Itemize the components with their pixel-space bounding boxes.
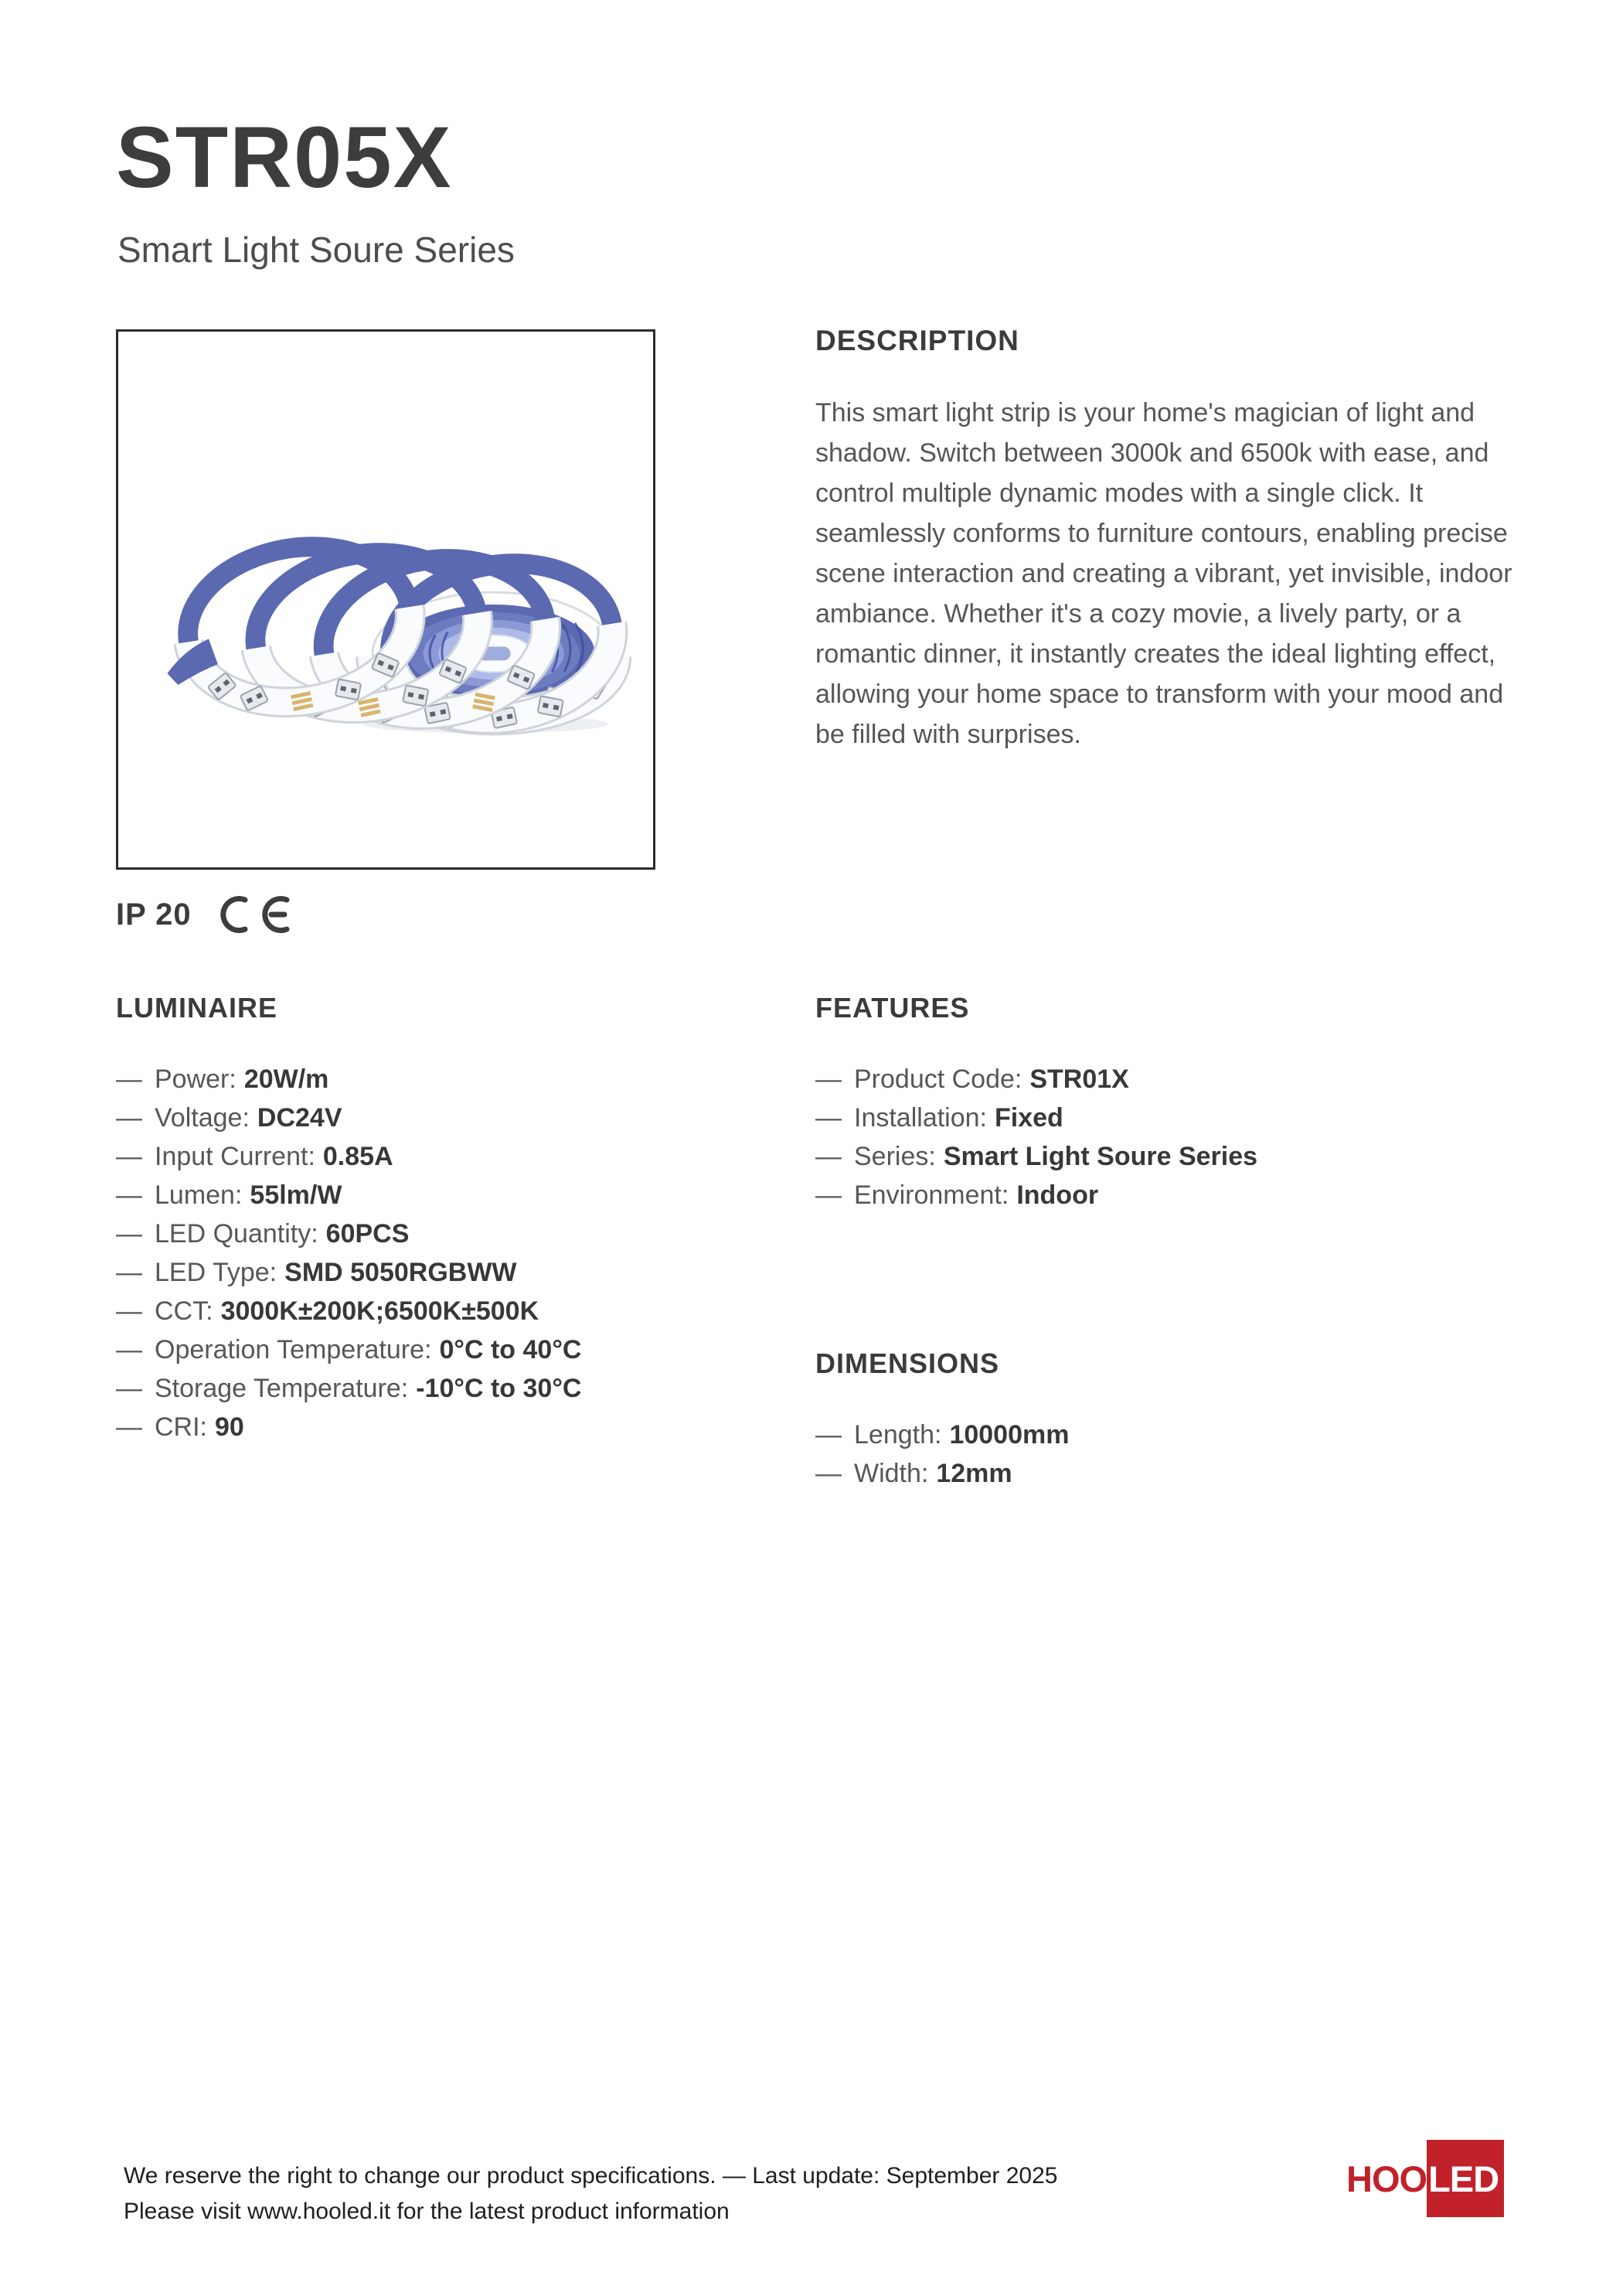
spec-label: Operation Temperature: bbox=[155, 1335, 432, 1364]
spec-row-led-type bbox=[116, 1253, 773, 1292]
footer-line-1: We reserve the right to change our product specifications. — Last update: September 2025 bbox=[124, 2163, 1058, 2189]
ip-rating-label: IP 20 bbox=[116, 897, 192, 932]
spec-value: 60PCS bbox=[325, 1219, 410, 1248]
description-section bbox=[815, 325, 1538, 755]
spec-value: 3000K±200K;6500K±500K bbox=[220, 1296, 539, 1326]
spec-label: Power: bbox=[155, 1065, 236, 1094]
spec-label: LED Quantity: bbox=[155, 1219, 318, 1248]
luminaire-section bbox=[116, 992, 773, 1446]
dash: — bbox=[815, 1459, 842, 1488]
dash: — bbox=[116, 1219, 142, 1248]
spec-value: 0.85A bbox=[322, 1142, 393, 1171]
spec-row-led-quantity bbox=[116, 1214, 773, 1253]
dash: — bbox=[815, 1065, 842, 1094]
dash: — bbox=[116, 1065, 142, 1094]
spec-row-installation bbox=[815, 1099, 1557, 1137]
spec-label: Voltage: bbox=[155, 1103, 250, 1133]
dash: — bbox=[116, 1142, 142, 1171]
dash: — bbox=[116, 1296, 142, 1326]
spec-row-cct bbox=[116, 1292, 773, 1330]
features-list bbox=[815, 1060, 1557, 1214]
page-subtitle: Smart Light Soure Series bbox=[117, 230, 515, 270]
spec-value: Fixed bbox=[995, 1103, 1063, 1133]
spec-value: Smart Light Soure Series bbox=[943, 1142, 1258, 1171]
spec-label: Length: bbox=[854, 1420, 942, 1449]
spec-value: SMD 5050RGBWW bbox=[284, 1258, 517, 1287]
spec-label: Series: bbox=[854, 1142, 936, 1171]
dimensions-heading: DIMENSIONS bbox=[815, 1347, 1000, 1379]
spec-value: 10000mm bbox=[949, 1420, 1070, 1449]
features-heading: FEATURES bbox=[815, 992, 970, 1024]
spec-label: LED Type: bbox=[155, 1258, 277, 1287]
spec-row-voltage bbox=[116, 1099, 773, 1137]
spec-label: Width: bbox=[854, 1459, 929, 1488]
spec-value: 20W/m bbox=[243, 1065, 329, 1094]
spec-value: 12mm bbox=[936, 1459, 1012, 1488]
spec-row-operation-temperature bbox=[116, 1330, 773, 1369]
spec-row-input-current bbox=[116, 1137, 773, 1176]
spec-value: 90 bbox=[215, 1412, 244, 1442]
spec-label: Installation: bbox=[854, 1103, 987, 1133]
dash: — bbox=[116, 1258, 142, 1287]
spec-label: CRI: bbox=[155, 1412, 207, 1442]
dash: — bbox=[116, 1412, 142, 1442]
led-strip-reel-photo bbox=[118, 332, 653, 867]
spec-value: 0°C to 40°C bbox=[439, 1335, 582, 1364]
spec-label: Storage Temperature: bbox=[155, 1374, 409, 1403]
spec-value: Indoor bbox=[1016, 1180, 1099, 1210]
description-heading: DESCRIPTION bbox=[815, 325, 1019, 356]
certification-row bbox=[116, 892, 298, 937]
spec-label: CCT: bbox=[155, 1296, 213, 1326]
luminaire-heading: LUMINAIRE bbox=[116, 992, 277, 1024]
footer-line-2: Please visit www.hooled.it for the latest product information bbox=[124, 2199, 730, 2224]
spec-row-lumen bbox=[116, 1176, 773, 1214]
spec-label: Product Code: bbox=[854, 1065, 1022, 1094]
dash: — bbox=[815, 1103, 842, 1133]
luminaire-list bbox=[116, 1060, 773, 1446]
ce-mark-icon bbox=[212, 894, 298, 935]
spec-label: Environment: bbox=[854, 1180, 1009, 1210]
dash: — bbox=[116, 1335, 142, 1364]
footer-disclaimer bbox=[124, 2158, 1057, 2230]
spec-row-series bbox=[815, 1137, 1557, 1176]
logo-text-led: LED bbox=[1428, 2158, 1499, 2199]
dash: — bbox=[815, 1420, 842, 1449]
spec-row-width bbox=[815, 1454, 1557, 1493]
dash: — bbox=[815, 1142, 842, 1171]
page-title: STR05X bbox=[116, 109, 453, 206]
dimensions-list bbox=[815, 1415, 1557, 1493]
dash: — bbox=[116, 1103, 142, 1133]
spec-row-product-code bbox=[815, 1060, 1557, 1099]
product-image-box bbox=[116, 329, 655, 870]
spec-row-cri bbox=[116, 1408, 773, 1446]
spec-row-power bbox=[116, 1060, 773, 1099]
features-dimensions-section bbox=[815, 992, 1557, 1493]
logo-red-square bbox=[1427, 2140, 1504, 2217]
hooled-logo bbox=[1346, 2140, 1504, 2217]
spec-row-storage-temperature bbox=[116, 1369, 773, 1408]
spec-row-length bbox=[815, 1415, 1557, 1454]
spec-row-environment bbox=[815, 1176, 1557, 1214]
dash: — bbox=[815, 1180, 842, 1210]
dash: — bbox=[116, 1180, 142, 1210]
spec-value: 55lm/W bbox=[250, 1180, 342, 1210]
dash: — bbox=[116, 1374, 142, 1403]
description-text: This smart light strip is your home's magician of light and shadow. Switch between 3000k and 6500k with ease, and control multiple dynamic modes with a single click. It seamlessly conforms to furniture contours, enabling precise scene interaction and creating a vibrant, yet invisible, indoor ambiance. Whether it's a cozy movie, a lively party, or a romantic dinner, it instantly creates the ideal lighting effect, allowing your home space to transform with your mood and be filled with surprises. bbox=[815, 398, 1512, 749]
spec-label: Input Current: bbox=[155, 1142, 315, 1171]
spec-value: DC24V bbox=[257, 1103, 342, 1133]
logo-text-hoo: HOO bbox=[1346, 2158, 1427, 2199]
spec-value: STR01X bbox=[1029, 1065, 1129, 1094]
spec-label: Lumen: bbox=[155, 1180, 243, 1210]
spec-value: -10°C to 30°C bbox=[416, 1374, 582, 1403]
